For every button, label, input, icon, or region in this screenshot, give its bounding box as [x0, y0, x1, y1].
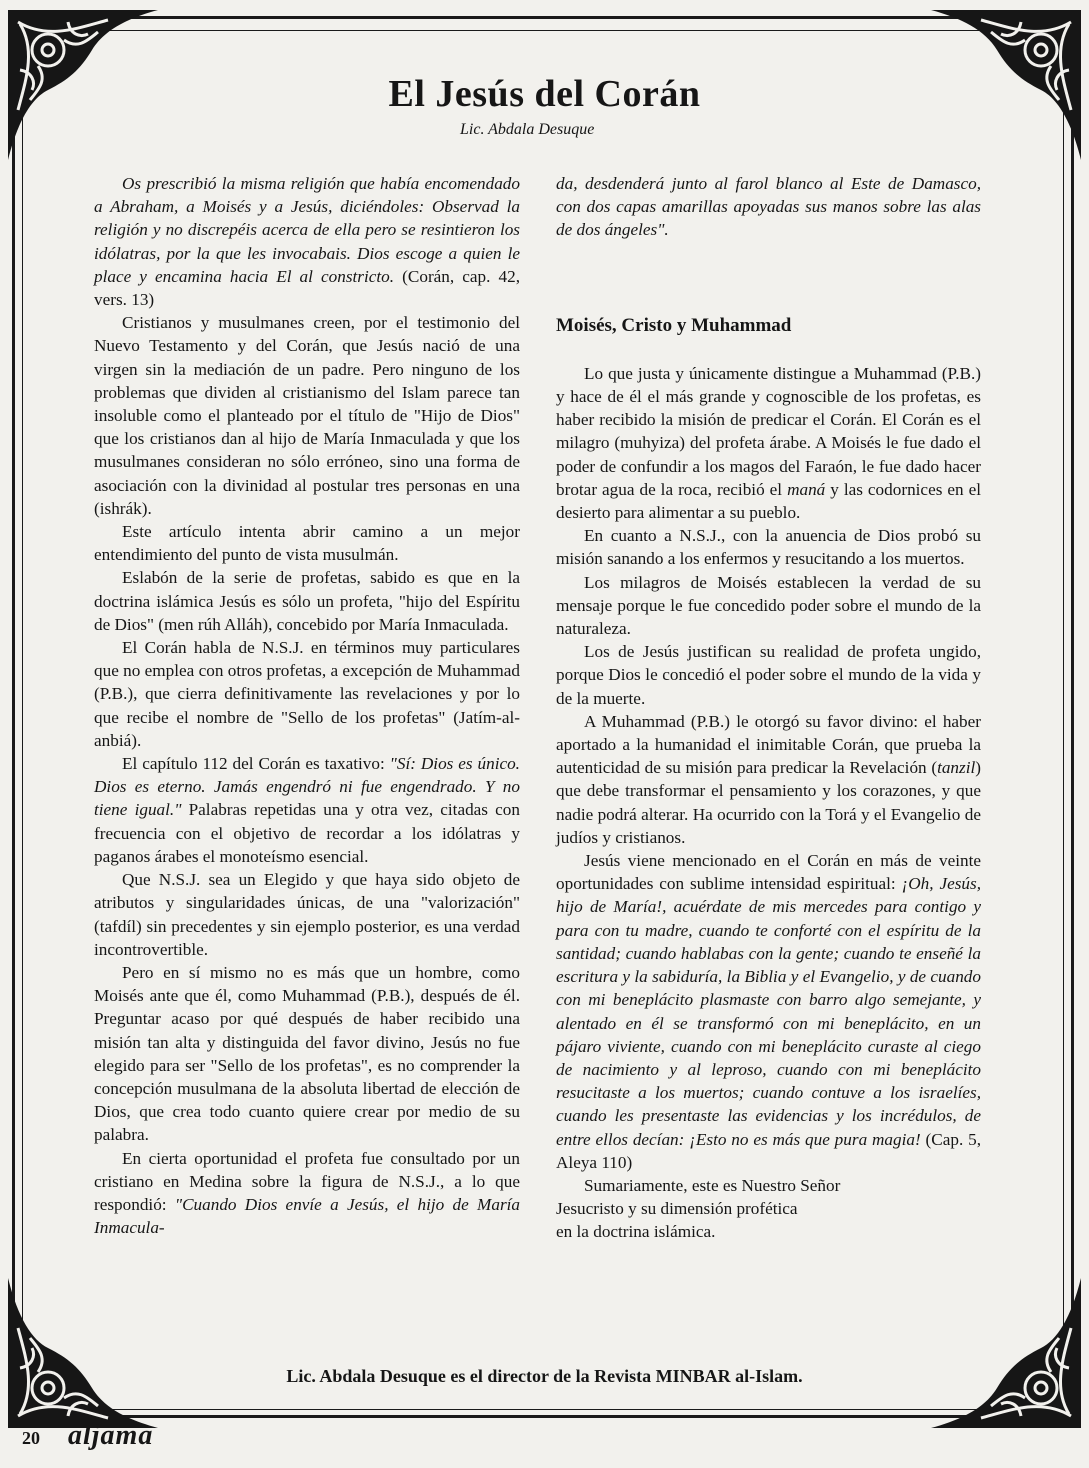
section-heading: Moisés, Cristo y Muhammad — [556, 314, 792, 336]
emphasis-text: maná — [787, 479, 826, 499]
author-note: Lic. Abdala Desuque es el director de la Revista MINBAR al-Islam. — [286, 1366, 803, 1386]
quote-continuation: da, desdenderá junto al farol blanco al Este de Damasco, con dos capas amarillas apoyadas sus manos sobre las alas de dos ángeles". — [556, 174, 981, 240]
paragraph: En cuanto a N.S.J., con la anuencia de Dios probó su misión sanando a los enfermos y resucitando a los muertos. — [556, 526, 981, 569]
closing-line: Jesucristo y su dimensión profética — [556, 1199, 798, 1219]
quote-text: ¡Oh, Jesús, hijo de María!, acuérdate de mis mercedes para contigo y para con tu madre, cuando te conforté con el espíritu de la santidad; cuando hablabas con la gente; cuando te enseñé la escritura y la sabiduría, la Biblia y el Evangelio, y de cuando con mi beneplácito plasmaste con barro algo semejante, y alentado en él se transformó con mi beneplácito, en un pájaro viviente, cuando con mi beneplácito curaste al ciego de nacimiento y al leproso, cuando con mi beneplácito resucitaste a los muertos; cuando contuve a los israelíes, cuando les presentaste las evidencias y los incrédulos, de entre ellos decían: ¡Esto no es más que pura magia! — [556, 874, 981, 1149]
paragraph — [556, 710, 981, 849]
epigraph-reference: (Corán, cap. 42, vers. 13) — [94, 266, 520, 310]
epigraph — [94, 172, 520, 311]
ornament-corner-bottom-right — [921, 1268, 1081, 1428]
paragraph-text: A Muhammad (P.B.) le otorgó su favor divino: el haber aportado a la humanidad el inimitable Corán, que prueba la autenticidad de su misión para predicar la Revelación ( — [556, 711, 981, 778]
paragraph — [94, 1147, 520, 1240]
emphasis-text: tanzil — [937, 758, 976, 778]
paragraph-text: ) que debe transformar el pensamiento y los corazones, y que nadie podrá alterar. Ha ocurrido con la Torá y el Evangelio de judíos y cristianos. — [556, 758, 981, 847]
paragraph — [556, 362, 981, 524]
quote-text: "Sí: Dios es único. Dios es eterno. Jamás engendró ni fue engendrado. Y no tiene igual." — [94, 754, 520, 820]
paragraph: El Corán habla de N.S.J. en términos muy particulares que no emplea con otros profetas, a excepción de Muhammad (P.B.), que cierra definitivamente las revelaciones y por lo que recibe el nombre de "Sello de los profetas" (Jatím-al-anbiá). — [94, 638, 520, 750]
paragraph — [94, 752, 520, 868]
paragraph: Cristianos y musulmanes creen, por el testimonio del Nuevo Testamento y del Corán, que Jesús nació de una virgen sin la mediación de un padre. Pero ninguno de los problemas que dividen al cristianismo del Islam parece tan insoluble como el planteado por el título de "Hijo de Dios" que los cristianos dan al hijo de María Inmaculada y que los musulmanes consideran no sólo erróneo, sino una forma de asociación con la divinidad al postular tres personas en una (ishrák). — [94, 313, 520, 518]
paragraph-text: Lo que justa y únicamente distingue a Muhammad (P.B.) y hace de él el más grande y cognoscible de los profetas, es haber recibido la misión de predicar el Corán. El Corán es el milagro (muhyiza) del profeta árabe. A Moisés le fue dado el poder de confundir a los magos del Faraón, le fue dado hacer brotar agua de la roca, recibió el — [556, 363, 981, 499]
article-title: El Jesús del Corán — [388, 73, 701, 115]
quote-reference: (Cap. 5, Aleya 110) — [556, 1129, 981, 1172]
quote-text: "Cuando Dios envíe a Jesús, el hijo de María Inmacula- — [94, 1194, 521, 1238]
paragraph-text: En cierta oportunidad el profeta fue consultado por un cristiano en Medina sobre la figura de N.S.J., a lo que respondió: — [94, 1148, 520, 1214]
paragraph: Que N.S.J. sea un Elegido y que haya sido objeto de atributos y singularidades únicas, de una "valorización" (tafdíl) sin precedentes y sin ejemplo posterior, es una verdad incontrovertible. — [94, 870, 520, 959]
article-column-right — [556, 172, 981, 1244]
page-number: 20 — [22, 1428, 40, 1448]
epigraph-text: Os prescribió la misma religión que había encomendado a Abraham, a Moisés y a Jesús, diciéndoles: Observad la religión y no discrepéis acerca de ella pero se resintieron los idólatras, por la que les invocabais. Dios escoge a quien le place y encamina hacia El al constricto. — [94, 174, 520, 286]
paragraph-text: Jesús viene mencionado en el Corán en más de veinte oportunidades con sublime intensidad espiritual: — [556, 851, 981, 894]
paragraph: Eslabón de la serie de profetas, sabido es que en la doctrina islámica Jesús es sólo un profeta, "hijo del Espíritu de Dios" (men rúh Alláh), concebido por María Inmaculada. — [94, 568, 520, 634]
paragraph — [556, 849, 981, 1174]
closing-line: Sumariamente, este es Nuestro Señor — [584, 1175, 841, 1195]
paragraph: Los de Jesús justifican su realidad de profeta ungido, porque Dios le concedió el poder sobre el mundo de la vida y de la muerte. — [556, 642, 981, 708]
paragraph: Los milagros de Moisés establecen la verdad de su mensaje porque le fue concedido poder sobre el mundo de la naturaleza. — [556, 572, 981, 639]
paragraph-text: y las codornices en el desierto para alimentar a su pueblo. — [556, 479, 981, 523]
article-column-left — [94, 172, 520, 1239]
ornament-corner-bottom-left — [8, 1268, 168, 1428]
paragraph: Pero en sí mismo no es más que un hombre, como Moisés ante que él, como Muhammad (P.B.), después de él. Preguntar acaso por qué después de haber recibido una misión tan alta y distinguida del favor divino, Jesús no fue elegido para ser "Sello de los profetas", es no comprender la concepción musulmana de la absoluta libertad de elección de Dios, que crea todo cuanto quiere crear por medio de su palabra. — [94, 962, 520, 1145]
magazine-logo: aljama — [68, 1420, 154, 1451]
paragraph-text: El capítulo 112 del Corán es taxativo: — [122, 754, 390, 774]
article-byline: Lic. Abdala Desuque — [460, 121, 595, 138]
paragraph-text: Palabras repetidas una y otra vez, citadas con frecuencia con el objetivo de recordar a los idólatras y paganos árabes el monoteísmo esencial. — [94, 800, 520, 866]
paragraph: Este artículo intenta abrir camino a un mejor entendimiento del punto de vista musulmán. — [94, 522, 520, 565]
closing-line: en la doctrina islámica. — [556, 1222, 716, 1242]
